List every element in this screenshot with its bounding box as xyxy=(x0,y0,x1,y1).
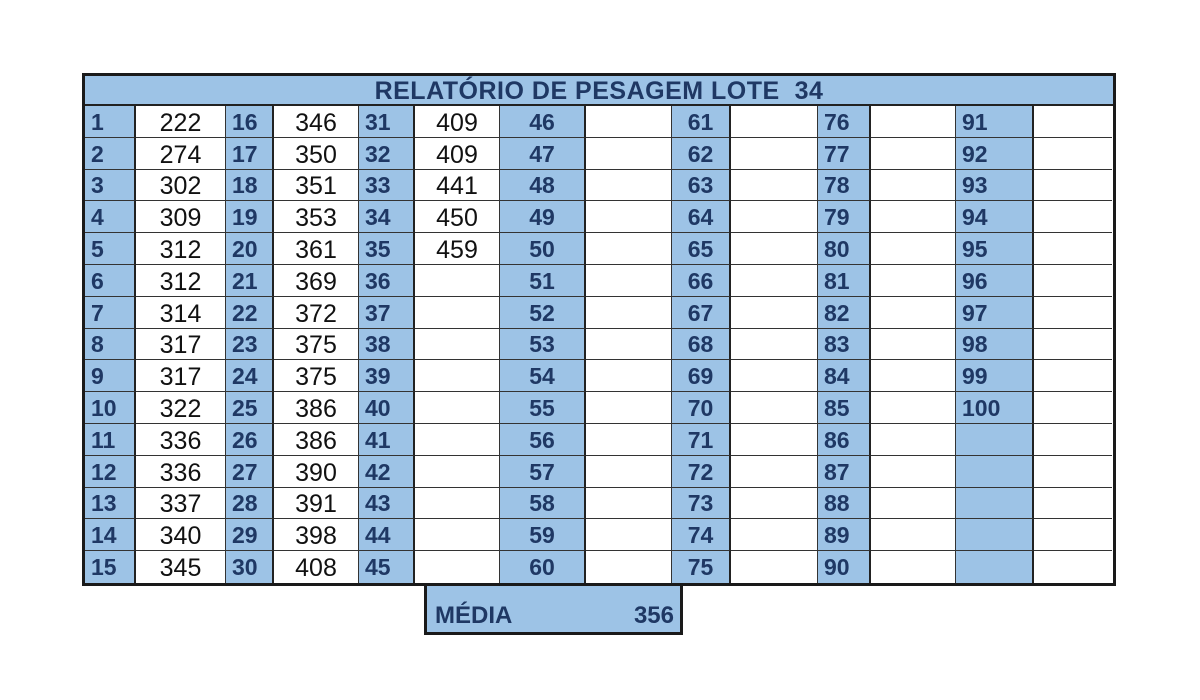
entry-number: 21 xyxy=(226,265,274,297)
weight-value xyxy=(731,297,818,329)
weight-value: 386 xyxy=(274,424,359,456)
weight-value xyxy=(1034,233,1112,265)
entry-number: 92 xyxy=(956,138,1034,170)
weight-grid xyxy=(85,106,1113,583)
weight-value xyxy=(415,519,500,551)
weight-value: 369 xyxy=(274,265,359,297)
weight-value: 309 xyxy=(136,201,226,233)
weight-value xyxy=(871,488,956,519)
weight-value: 409 xyxy=(415,138,500,170)
entry-number: 56 xyxy=(500,424,586,456)
weight-value: 312 xyxy=(136,265,226,297)
weight-value xyxy=(731,265,818,297)
entry-number: 22 xyxy=(226,297,274,329)
weight-value xyxy=(586,170,672,201)
entry-number: 39 xyxy=(359,360,415,392)
entry-number: 17 xyxy=(226,138,274,170)
entry-number: 1 xyxy=(85,106,136,138)
weight-value xyxy=(871,424,956,456)
entry-number: 79 xyxy=(818,201,871,233)
entry-number: 89 xyxy=(818,519,871,551)
entry-number: 50 xyxy=(500,233,586,265)
entry-number: 9 xyxy=(85,360,136,392)
weight-value xyxy=(1034,551,1112,583)
entry-number: 65 xyxy=(672,233,731,265)
weight-value xyxy=(1034,488,1112,519)
weight-value: 398 xyxy=(274,519,359,551)
entry-number: 52 xyxy=(500,297,586,329)
entry-number: 72 xyxy=(672,456,731,488)
entry-number: 28 xyxy=(226,488,274,519)
entry-number: 71 xyxy=(672,424,731,456)
entry-number: 53 xyxy=(500,329,586,360)
entry-number: 63 xyxy=(672,170,731,201)
weight-value xyxy=(871,201,956,233)
entry-number: 93 xyxy=(956,170,1034,201)
entry-number: 13 xyxy=(85,488,136,519)
weight-value xyxy=(586,488,672,519)
average-box xyxy=(424,583,683,635)
weight-value xyxy=(731,360,818,392)
entry-number xyxy=(956,519,1034,551)
entry-number: 58 xyxy=(500,488,586,519)
weight-value: 317 xyxy=(136,329,226,360)
average-label: MÉDIA xyxy=(435,602,513,629)
weight-value: 375 xyxy=(274,360,359,392)
entry-number: 2 xyxy=(85,138,136,170)
weight-value: 459 xyxy=(415,233,500,265)
weight-value xyxy=(731,551,818,583)
entry-number: 61 xyxy=(672,106,731,138)
weight-value xyxy=(586,392,672,424)
weight-value: 351 xyxy=(274,170,359,201)
weight-value xyxy=(871,329,956,360)
weight-value xyxy=(731,201,818,233)
entry-number xyxy=(956,551,1034,583)
weight-value xyxy=(1034,106,1112,138)
weight-value: 336 xyxy=(136,456,226,488)
weight-value xyxy=(586,551,672,583)
entry-number: 25 xyxy=(226,392,274,424)
entry-number: 27 xyxy=(226,456,274,488)
entry-number: 48 xyxy=(500,170,586,201)
weight-value: 391 xyxy=(274,488,359,519)
weight-value: 361 xyxy=(274,233,359,265)
weight-value xyxy=(871,456,956,488)
entry-number: 82 xyxy=(818,297,871,329)
entry-number: 37 xyxy=(359,297,415,329)
entry-number: 4 xyxy=(85,201,136,233)
entry-number: 41 xyxy=(359,424,415,456)
entry-number: 100 xyxy=(956,392,1034,424)
weight-value xyxy=(586,360,672,392)
weighing-report-sheet xyxy=(82,73,1116,586)
weight-value xyxy=(871,360,956,392)
weight-value xyxy=(1034,456,1112,488)
entry-number: 78 xyxy=(818,170,871,201)
weight-value xyxy=(731,233,818,265)
entry-number: 20 xyxy=(226,233,274,265)
entry-number: 83 xyxy=(818,329,871,360)
entry-number: 84 xyxy=(818,360,871,392)
weight-value: 345 xyxy=(136,551,226,583)
weight-value xyxy=(415,265,500,297)
weight-value xyxy=(415,360,500,392)
weight-value xyxy=(871,551,956,583)
weight-value: 322 xyxy=(136,392,226,424)
entry-number: 30 xyxy=(226,551,274,583)
entry-number: 44 xyxy=(359,519,415,551)
weight-value: 372 xyxy=(274,297,359,329)
weight-value xyxy=(1034,201,1112,233)
entry-number: 35 xyxy=(359,233,415,265)
weight-value xyxy=(731,170,818,201)
entry-number: 16 xyxy=(226,106,274,138)
entry-number: 94 xyxy=(956,201,1034,233)
entry-number: 90 xyxy=(818,551,871,583)
weight-value xyxy=(586,201,672,233)
entry-number: 36 xyxy=(359,265,415,297)
entry-number: 68 xyxy=(672,329,731,360)
entry-number: 12 xyxy=(85,456,136,488)
entry-number: 77 xyxy=(818,138,871,170)
weight-value xyxy=(586,233,672,265)
entry-number: 31 xyxy=(359,106,415,138)
entry-number: 7 xyxy=(85,297,136,329)
weight-value xyxy=(586,106,672,138)
weight-value: 390 xyxy=(274,456,359,488)
weight-value xyxy=(415,297,500,329)
entry-number: 32 xyxy=(359,138,415,170)
entry-number: 95 xyxy=(956,233,1034,265)
weight-value xyxy=(1034,360,1112,392)
entry-number: 38 xyxy=(359,329,415,360)
weight-value xyxy=(1034,297,1112,329)
entry-number: 64 xyxy=(672,201,731,233)
weight-value xyxy=(415,488,500,519)
weight-value: 450 xyxy=(415,201,500,233)
entry-number: 43 xyxy=(359,488,415,519)
entry-number: 3 xyxy=(85,170,136,201)
entry-number: 23 xyxy=(226,329,274,360)
entry-number: 73 xyxy=(672,488,731,519)
weight-value: 346 xyxy=(274,106,359,138)
entry-number: 24 xyxy=(226,360,274,392)
entry-number: 59 xyxy=(500,519,586,551)
entry-number: 70 xyxy=(672,392,731,424)
weight-value xyxy=(1034,329,1112,360)
entry-number xyxy=(956,424,1034,456)
weight-value xyxy=(415,424,500,456)
weight-value xyxy=(586,297,672,329)
weight-value xyxy=(1034,424,1112,456)
entry-number: 99 xyxy=(956,360,1034,392)
weight-value xyxy=(1034,138,1112,170)
weight-value xyxy=(586,424,672,456)
weight-value: 441 xyxy=(415,170,500,201)
entry-number: 74 xyxy=(672,519,731,551)
weight-value xyxy=(1034,170,1112,201)
weight-value: 314 xyxy=(136,297,226,329)
weight-value: 336 xyxy=(136,424,226,456)
entry-number: 19 xyxy=(226,201,274,233)
entry-number: 51 xyxy=(500,265,586,297)
weight-value xyxy=(1034,265,1112,297)
weight-value xyxy=(871,392,956,424)
entry-number: 62 xyxy=(672,138,731,170)
report-title: RELATÓRIO DE PESAGEM LOTE 34 xyxy=(85,76,1113,106)
weight-value: 302 xyxy=(136,170,226,201)
entry-number: 33 xyxy=(359,170,415,201)
weight-value: 274 xyxy=(136,138,226,170)
entry-number: 42 xyxy=(359,456,415,488)
weight-value xyxy=(415,392,500,424)
entry-number: 47 xyxy=(500,138,586,170)
entry-number xyxy=(956,488,1034,519)
weight-value: 312 xyxy=(136,233,226,265)
entry-number: 57 xyxy=(500,456,586,488)
entry-number: 85 xyxy=(818,392,871,424)
weight-value xyxy=(871,233,956,265)
entry-number: 14 xyxy=(85,519,136,551)
entry-number: 29 xyxy=(226,519,274,551)
entry-number: 18 xyxy=(226,170,274,201)
entry-number: 67 xyxy=(672,297,731,329)
weight-value: 353 xyxy=(274,201,359,233)
weight-value: 409 xyxy=(415,106,500,138)
average-value: 356 xyxy=(633,602,674,629)
entry-number: 34 xyxy=(359,201,415,233)
entry-number: 76 xyxy=(818,106,871,138)
weight-value: 408 xyxy=(274,551,359,583)
entry-number: 97 xyxy=(956,297,1034,329)
entry-number: 69 xyxy=(672,360,731,392)
weight-value xyxy=(586,519,672,551)
entry-number: 55 xyxy=(500,392,586,424)
weight-value: 340 xyxy=(136,519,226,551)
entry-number: 6 xyxy=(85,265,136,297)
weight-value xyxy=(415,329,500,360)
entry-number: 80 xyxy=(818,233,871,265)
entry-number: 5 xyxy=(85,233,136,265)
entry-number: 10 xyxy=(85,392,136,424)
entry-number: 75 xyxy=(672,551,731,583)
weight-value xyxy=(731,329,818,360)
weight-value xyxy=(871,170,956,201)
weight-value xyxy=(586,456,672,488)
entry-number: 96 xyxy=(956,265,1034,297)
entry-number: 15 xyxy=(85,551,136,583)
entry-number: 8 xyxy=(85,329,136,360)
weight-value: 317 xyxy=(136,360,226,392)
entry-number: 98 xyxy=(956,329,1034,360)
entry-number: 26 xyxy=(226,424,274,456)
weight-value: 337 xyxy=(136,488,226,519)
entry-number: 91 xyxy=(956,106,1034,138)
weight-value xyxy=(731,138,818,170)
entry-number xyxy=(956,456,1034,488)
weight-value xyxy=(871,138,956,170)
weight-value xyxy=(731,519,818,551)
weight-value: 222 xyxy=(136,106,226,138)
weight-value xyxy=(415,456,500,488)
entry-number: 87 xyxy=(818,456,871,488)
weight-value xyxy=(871,297,956,329)
entry-number: 86 xyxy=(818,424,871,456)
weight-value xyxy=(586,265,672,297)
weight-value xyxy=(731,424,818,456)
entry-number: 88 xyxy=(818,488,871,519)
entry-number: 45 xyxy=(359,551,415,583)
entry-number: 66 xyxy=(672,265,731,297)
entry-number: 46 xyxy=(500,106,586,138)
weight-value xyxy=(1034,392,1112,424)
entry-number: 81 xyxy=(818,265,871,297)
weight-value: 350 xyxy=(274,138,359,170)
weight-value: 386 xyxy=(274,392,359,424)
entry-number: 40 xyxy=(359,392,415,424)
weight-value xyxy=(1034,519,1112,551)
weight-value xyxy=(731,392,818,424)
entry-number: 54 xyxy=(500,360,586,392)
weight-value xyxy=(586,138,672,170)
weight-value xyxy=(871,265,956,297)
entry-number: 49 xyxy=(500,201,586,233)
weight-value xyxy=(415,551,500,583)
entry-number: 60 xyxy=(500,551,586,583)
weight-value xyxy=(731,488,818,519)
entry-number: 11 xyxy=(85,424,136,456)
weight-value: 375 xyxy=(274,329,359,360)
weight-value xyxy=(731,456,818,488)
weight-value xyxy=(871,519,956,551)
weight-value xyxy=(731,106,818,138)
weight-value xyxy=(871,106,956,138)
weight-value xyxy=(586,329,672,360)
